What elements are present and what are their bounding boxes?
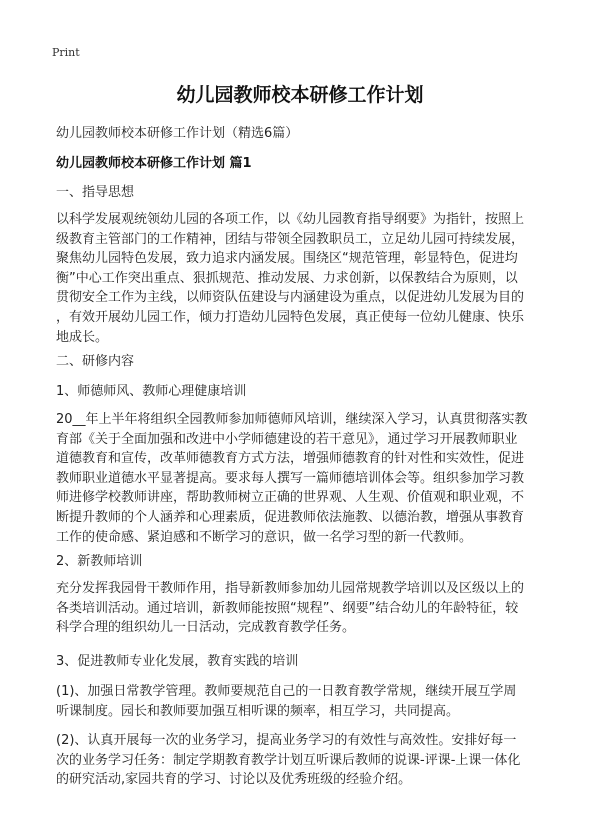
text-line: (2)、认真开展每一次的业务学习，提高业务学习的有效性与高效性。安排好每一 [56, 733, 517, 748]
item-heading-new-teacher-training: 2、新教师培训 [56, 554, 143, 569]
text-line: ，有效开展幼儿园工作，倾力打造幼儿园特色发展，真正使每一位幼儿健康、快乐 [56, 309, 525, 325]
section-heading-training-content: 二、研修内容 [56, 354, 135, 369]
text-line: (1)、加强日常教学管理。教师要规范自己的一日教育教学常规，继续开展互学周 [56, 684, 517, 699]
text-line: 地成长。 [56, 329, 109, 345]
item-heading-ethics-training: 1、师德师风、教师心理健康培训 [56, 384, 247, 399]
text-line: 衡”中心工作突出重点、狠抓规范、推动发展、力求创新，以保教结合为原则，以 [56, 270, 518, 286]
paragraph-ethics-training [56, 410, 550, 547]
plan-heading: 幼儿园教师校本研修工作计划 篇1 [56, 156, 252, 171]
text-line: 以科学发展观统领幼儿园的各项工作，以《幼儿园教育指导纲要》为指针，按照上 [56, 212, 525, 227]
paragraph-daily-teaching-management [56, 682, 550, 721]
text-line: 充分发挥我园骨干教师作用，指导新教师参加幼儿园常规教学培训以及区级以上的 [56, 581, 525, 596]
paragraph-business-study [56, 731, 550, 790]
text-line: 道德教育和宣传，改革师德教育方式方法，增强师德教育的针对性和实效性，促进 [56, 451, 525, 467]
section-heading-guiding-thought: 一、指导思想 [56, 185, 135, 200]
text-line: 育部《关于全面加强和改进中小学师德建设的若干意见》，通过学习开展教师职业 [56, 431, 518, 447]
text-line: 教师职业道德水平显著提高。要求每人撰写一篇师德培训体会等。组织参加学习教 [56, 470, 525, 486]
text-line: 听课制度。园长和教师要加强互相听课的频率，相互学习，共同提高。 [56, 703, 460, 719]
text-line: 次的业务学习任务：制定学期教育教学计划互听课后教师的说课-评课-上课一体化 [56, 752, 521, 768]
text-line: 断提升教师的个人涵养和心理素质，促进教师依法施教、以德治教，增强从事教育 [56, 509, 525, 525]
paragraph-guiding-thought [56, 210, 550, 347]
text-line: 师进修学校教师讲座，帮助教师树立正确的世界观、人生观、价值观和职业观，不 [56, 490, 525, 506]
paragraph-new-teacher-training [56, 579, 550, 638]
text-line: 级教育主管部门的工作精神，团结与带领全园教职员工，立足幼儿园可持续发展， [56, 231, 525, 247]
print-label[interactable]: Print [52, 46, 80, 59]
text-line: 工作的使命感、紧迫感和不断学习的意识，做一名学习型的新一代教师。 [56, 529, 473, 545]
text-line: 各类培训活动。通过培训，新教师能按照“规程”、纲要”结合幼儿的年龄特征，较 [56, 600, 519, 616]
item-heading-professional-development: 3、促进教师专业化发展，教育实践的培训 [56, 654, 299, 669]
text-line: 聚焦幼儿园特色发展，致力追求内涵发展。围绕区“规范管理，彰显特色，促进均 [56, 251, 518, 267]
page-title: 幼儿园教师校本研修工作计划 [176, 84, 424, 106]
text-line: 科学合理的组织幼儿一日活动，完成教育教学任务。 [56, 620, 356, 636]
text-line: 的研究活动,家园共育的学习、讨论以及优秀班级的经验介绍。 [56, 772, 412, 788]
text-line: 贯彻安全工作为主线，以师资队伍建设与内涵建设为重点，以促进幼儿发展为目的 [56, 290, 525, 306]
text-line: 20__年上半年将组织全园教师参加师德师风培训，继续深入学习，认真贯彻落实教 [56, 412, 528, 427]
document-subtitle: 幼儿园教师校本研修工作计划（精选6篇） [56, 126, 299, 141]
